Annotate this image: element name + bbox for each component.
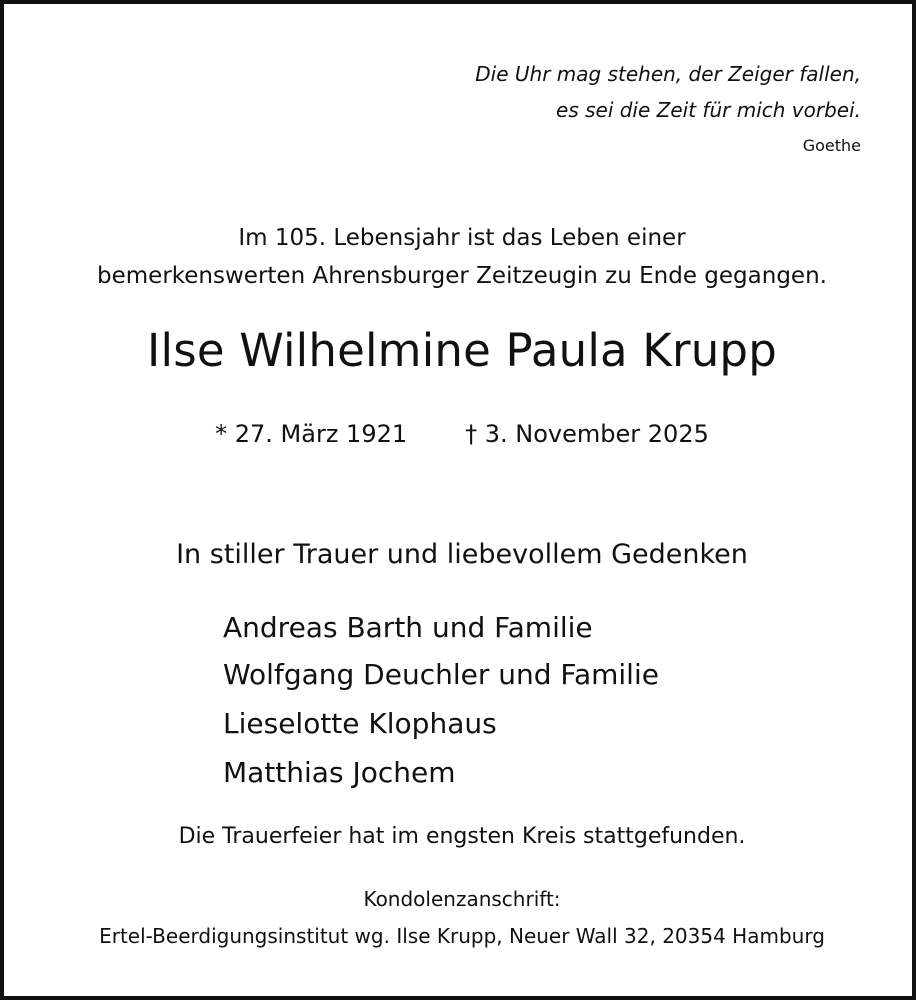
birth-date: * 27. März 1921 [215,420,408,448]
life-dates [4,422,916,446]
mourner-name: Andreas Barth und Familie [223,611,593,644]
ceremony-text: Die Trauerfeier hat im engsten Kreis stattgefunden. [178,824,746,849]
quote-line-2: es sei die Zeit für mich vorbei. [556,98,861,122]
mourner-name: Matthias Jochem [223,756,456,789]
quote-line-1: Die Uhr mag stehen, der Zeiger fallen, [475,62,861,86]
mourner-name: Lieselotte Klophaus [223,707,497,740]
intro-line-2: bemerkenswerten Ahrensburger Zeitzeugin zu Ende gegangen. [97,263,827,289]
intro-line-1: Im 105. Lebensjahr ist das Leben einer [238,225,686,251]
mourning-heading: In stiller Trauer und liebevollem Gedenken [176,539,748,570]
condolence-label: Kondolenzanschrift: [363,887,561,911]
mourner-name: Wolfgang Deuchler und Familie [223,658,659,691]
quote-author: Goethe [802,136,861,155]
condolence-address: Ertel-Beerdigungsinstitut wg. Ilse Krupp, Neuer Wall 32, 20354 Hamburg [99,924,825,948]
death-date: † 3. November 2025 [465,420,709,448]
dates-row [4,422,916,446]
deceased-name: Ilse Wilhelmine Paula Krupp [147,324,777,377]
